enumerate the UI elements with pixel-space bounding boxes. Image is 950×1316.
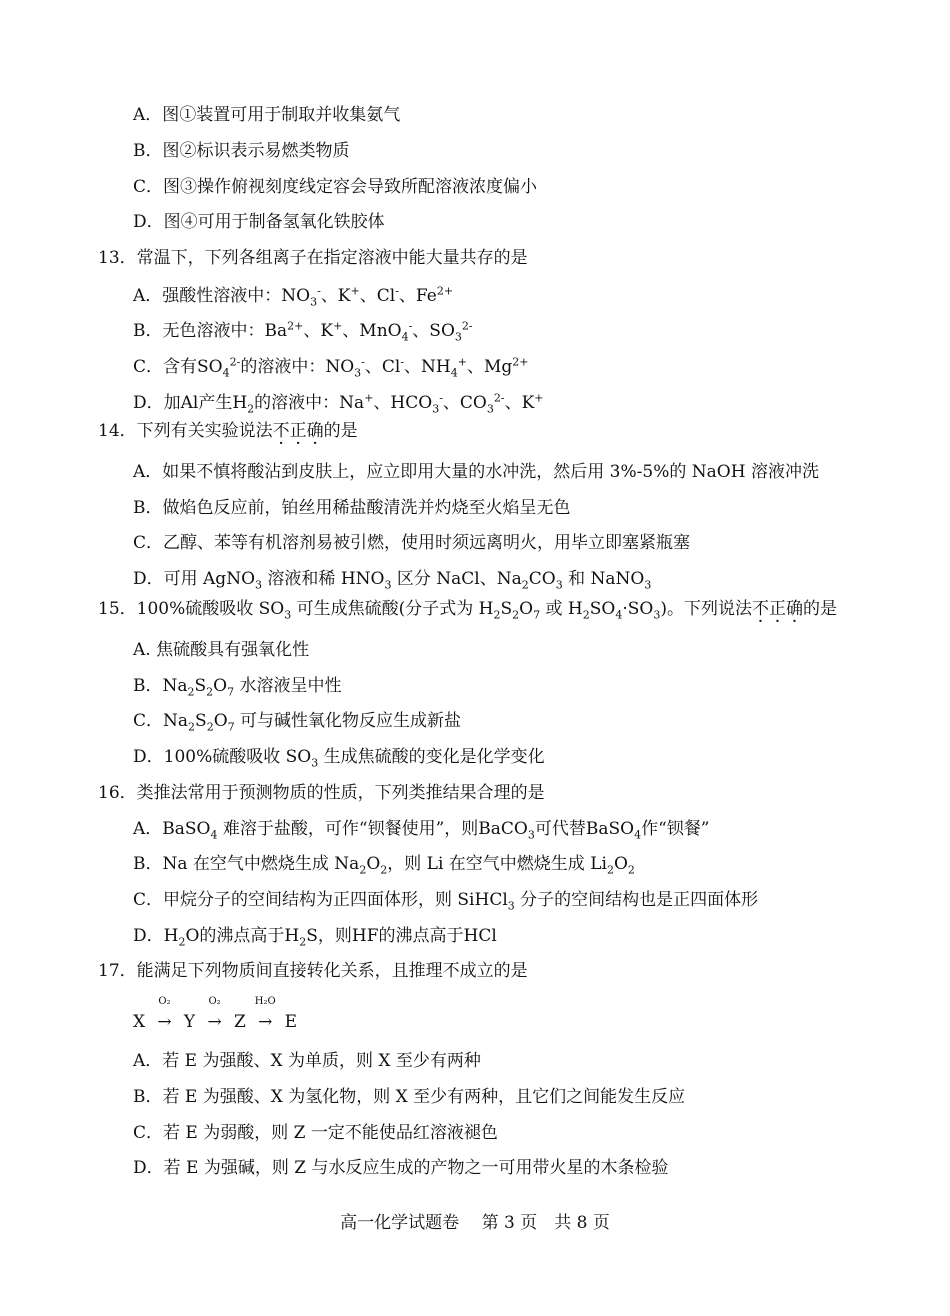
- q16-option-b: B．Na 在空气中燃烧生成 $Na_2O_2$，则 Li 在空气中燃烧生成 $Li_2O_2$: [133, 854, 635, 877]
- q14-option-a: A．如果不慎将酸沾到皮肤上，应立即用大量的水冲洗，然后用 3%-5%的 NaOH 溶液冲洗: [133, 462, 819, 482]
- arrow-3: H₂O →: [254, 996, 276, 1032]
- q16-option-d: D．$H_2O$的沸点高于$H_2S$，则HF的沸点高于HCl: [133, 926, 497, 949]
- chain-x: X: [133, 1012, 146, 1032]
- q14-stem: 14．下列有关实验说法不正确的是: [98, 421, 358, 441]
- q16-option-c: C．甲烷分子的空间结构为正四面体形，则 SiHCl$_3$ 分子的空间结构也是正四面体形: [133, 890, 759, 913]
- q15-option-d: D．100%硫酸吸收 $SO_3$ 生成焦硫酸的变化是化学变化: [133, 747, 545, 770]
- q17-option-b: B．若 E 为强酸、X 为氢化物，则 X 至少有两种，且它们之间能发生反应: [133, 1087, 686, 1107]
- q15-option-c: C．$Na_2S_2O_7$ 可与碱性氧化物反应生成新盐: [133, 711, 462, 734]
- q17-option-d: D．若 E 为强碱，则 Z 与水反应生成的产物之一可用带火星的木条检验: [133, 1158, 669, 1178]
- q13-option-d: D．加Al产生$H_2$的溶液中：Na+、$HCO_3^-$、$CO_3^{2-}$、K+: [133, 391, 544, 416]
- page-footer: 高一化学试题卷 第 3 页 共 8 页: [340, 1213, 610, 1233]
- q12-option-d: D．图④可用于制备氢氧化铁胶体: [133, 212, 385, 232]
- q12-option-b: B．图②标识表示易燃类物质: [133, 141, 350, 161]
- chain-z: Z: [233, 1012, 246, 1032]
- q15-stem: 15．100%硫酸吸收 $SO_3$ 可生成焦硫酸(分子式为 $H_2S_2O_7$ 或 $H_2SO_4\cdot SO_3$)。下列说法不正确的是: [98, 599, 837, 622]
- q16-option-a: A．BaSO$_4$ 难溶于盐酸，可作“钡餐使用”，则BaCO$_3$可代替BaSO$_4$作“钡餐”: [133, 819, 710, 842]
- q13-option-b: B．无色溶液中：$Ba^{2+}$、K+、MnO$_4$-、$SO_3^{2-}$: [133, 319, 473, 344]
- chain-e: E: [284, 1012, 298, 1032]
- q15-option-a: A. 焦硫酸具有强氧化性: [133, 640, 310, 660]
- q12-option-a: A．图①装置可用于制取并收集氨气: [133, 105, 401, 125]
- chain-y: Y: [183, 1012, 196, 1032]
- q13-option-a: A．强酸性溶液中：$NO_3^-$、K+、Cl-、$Fe^{2+}$: [133, 284, 454, 309]
- arrow-2: O₂ →: [207, 996, 222, 1032]
- q14-option-d: D．可用 AgNO$_3$ 溶液和稀 $HNO_3$ 区分 NaCl、$Na_2CO_3$ 和 NaNO$_3$: [133, 569, 652, 592]
- q12-option-c: C．图③操作俯视刻度线定容会导致所配溶液浓度偏小: [133, 177, 538, 197]
- q15-option-b: B．$Na_2S_2O_7$ 水溶液呈中性: [133, 676, 342, 699]
- q17-option-a: A．若 E 为强酸、X 为单质，则 X 至少有两种: [133, 1051, 481, 1071]
- q14-option-c: C．乙醇、苯等有机溶剂易被引燃，使用时须远离明火，用毕立即塞紧瓶塞: [133, 533, 691, 553]
- q14-option-b: B．做焰色反应前，铂丝用稀盐酸清洗并灼烧至火焰呈无色: [133, 498, 571, 518]
- q16-stem: 16．类推法常用于预测物质的性质，下列类推结果合理的是: [98, 783, 545, 803]
- arrow-1: O₂ →: [157, 996, 172, 1032]
- q17-stem: 17．能满足下列物质间直接转化关系，且推理不成立的是: [98, 961, 528, 981]
- q13-stem: 13．常温下，下列各组离子在指定溶液中能大量共存的是: [98, 248, 528, 268]
- q13-option-c: C．含有$SO_4^{2-}$的溶液中：$NO_3^-$、Cl-、$NH_4^+$、$Mg^{2+}$: [133, 355, 529, 380]
- q17-option-c: C．若 E 为弱酸，则 Z 一定不能使品红溶液褪色: [133, 1123, 498, 1143]
- q17-conversion-chain: [133, 996, 298, 1033]
